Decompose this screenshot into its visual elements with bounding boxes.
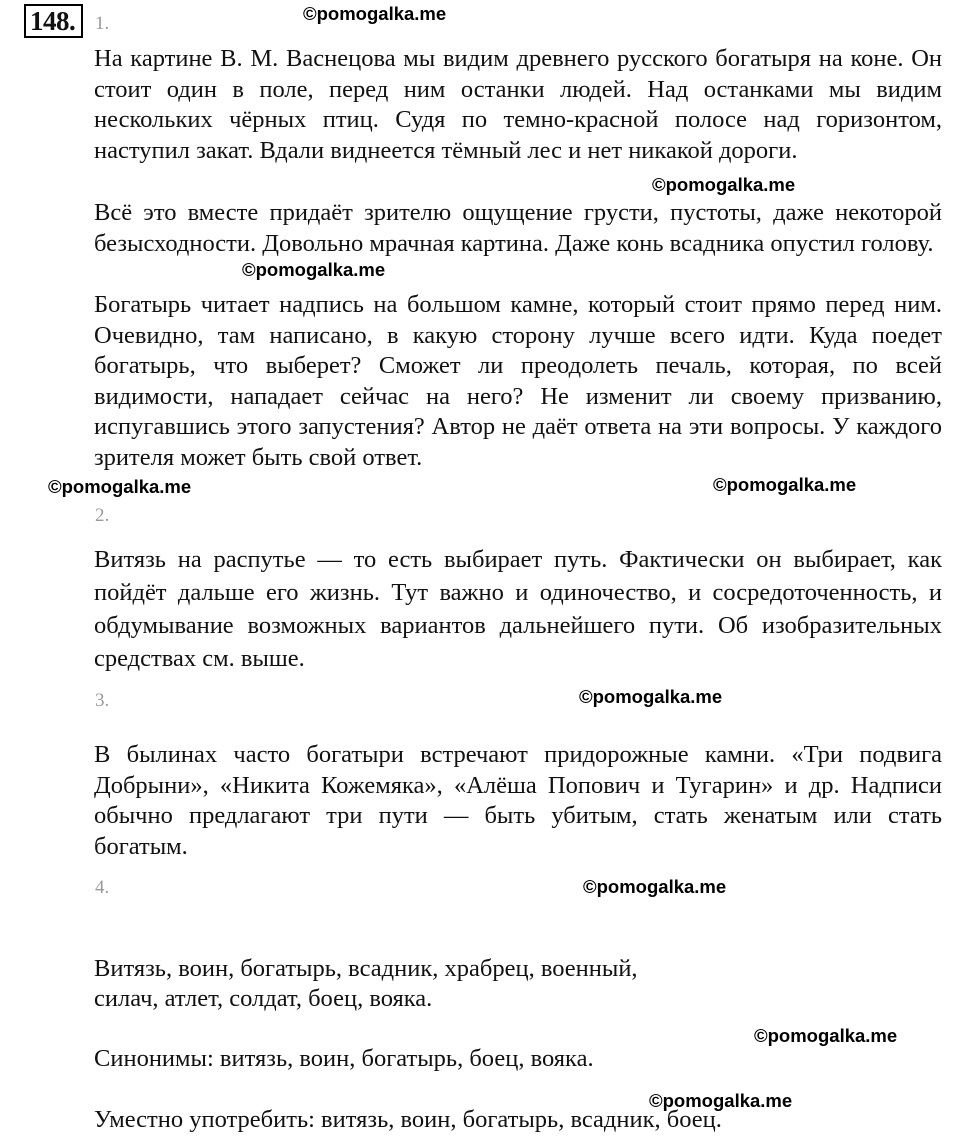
word-list-line: Витязь, воин, богатырь, всадник, храбрец, военный, bbox=[94, 955, 638, 982]
watermark: ©pomogalka.me bbox=[303, 3, 447, 24]
watermark: ©pomogalka.me bbox=[242, 259, 386, 280]
section-number: 4. bbox=[95, 877, 110, 898]
paragraph: На картине В. М. Васнецова мы видим древнего русского богатыря на коне. Он стоит один в поле, перед ним останки людей. Над останками мы видим нескольких чёрных птиц. Судя по темно-красной полосе над горизонтом, наступил закат. Вдали виднеется тёмный лес и нет никакой дороги. bbox=[94, 45, 942, 164]
watermark: ©pomogalka.me bbox=[583, 876, 727, 897]
paragraph: В былинах часто богатыри встречают придорожные камни. «Три подвига Добрыни», «Никита Кожемяка», «Алёша Попович и Тугарин» и др. Надписи обычно предлагают три пути — быть убитым, стать женатым или стать богатым. bbox=[94, 741, 942, 860]
paragraph: Всё это вместе придаёт зрителю ощущение грусти, пустоты, даже некоторой безысходности. Довольно мрачная картина. Даже конь всадника опустил голову. bbox=[94, 199, 942, 257]
watermark: ©pomogalka.me bbox=[649, 1090, 793, 1111]
watermark: ©pomogalka.me bbox=[713, 474, 857, 495]
watermark: ©pomogalka.me bbox=[48, 476, 192, 497]
watermark: ©pomogalka.me bbox=[754, 1025, 898, 1046]
watermark: ©pomogalka.me bbox=[652, 174, 796, 195]
watermark: ©pomogalka.me bbox=[579, 686, 723, 707]
synonyms-line: Синонимы: витязь, воин, богатырь, боец, вояка. bbox=[94, 1045, 594, 1072]
paragraph: Витязь на распутье — то есть выбирает путь. Фактически он выбирает, как пойдёт дальше его жизнь. Тут важно и одиночество, и сосредоточенность, и обдумывание возможных вариантов дальнейшего пути. Об изобразительных средствах см. выше. bbox=[94, 546, 942, 672]
task-number-badge: 148. bbox=[24, 4, 83, 38]
section-number: 3. bbox=[95, 690, 110, 711]
word-list-line: силач, атлет, солдат, боец, вояка. bbox=[94, 985, 433, 1012]
section-number: 1. bbox=[95, 13, 110, 34]
appropriate-words-line: Уместно употребить: витязь, воин, богатырь, всадник, боец. bbox=[94, 1106, 722, 1133]
paragraph: Богатырь читает надпись на большом камне, который стоит прямо перед ним. Очевидно, там написано, в какую сторону лучше всего идти. Куда поедет богатырь, что выберет? Сможет ли преодолеть печаль, которая, по всей видимости, нападает сейчас на него? Не изменит ли своему призванию, испугавшись этого запустения? Автор не даёт ответа на эти вопросы. У каждого зрителя может быть свой ответ. bbox=[94, 291, 942, 471]
section-number: 2. bbox=[95, 505, 110, 526]
